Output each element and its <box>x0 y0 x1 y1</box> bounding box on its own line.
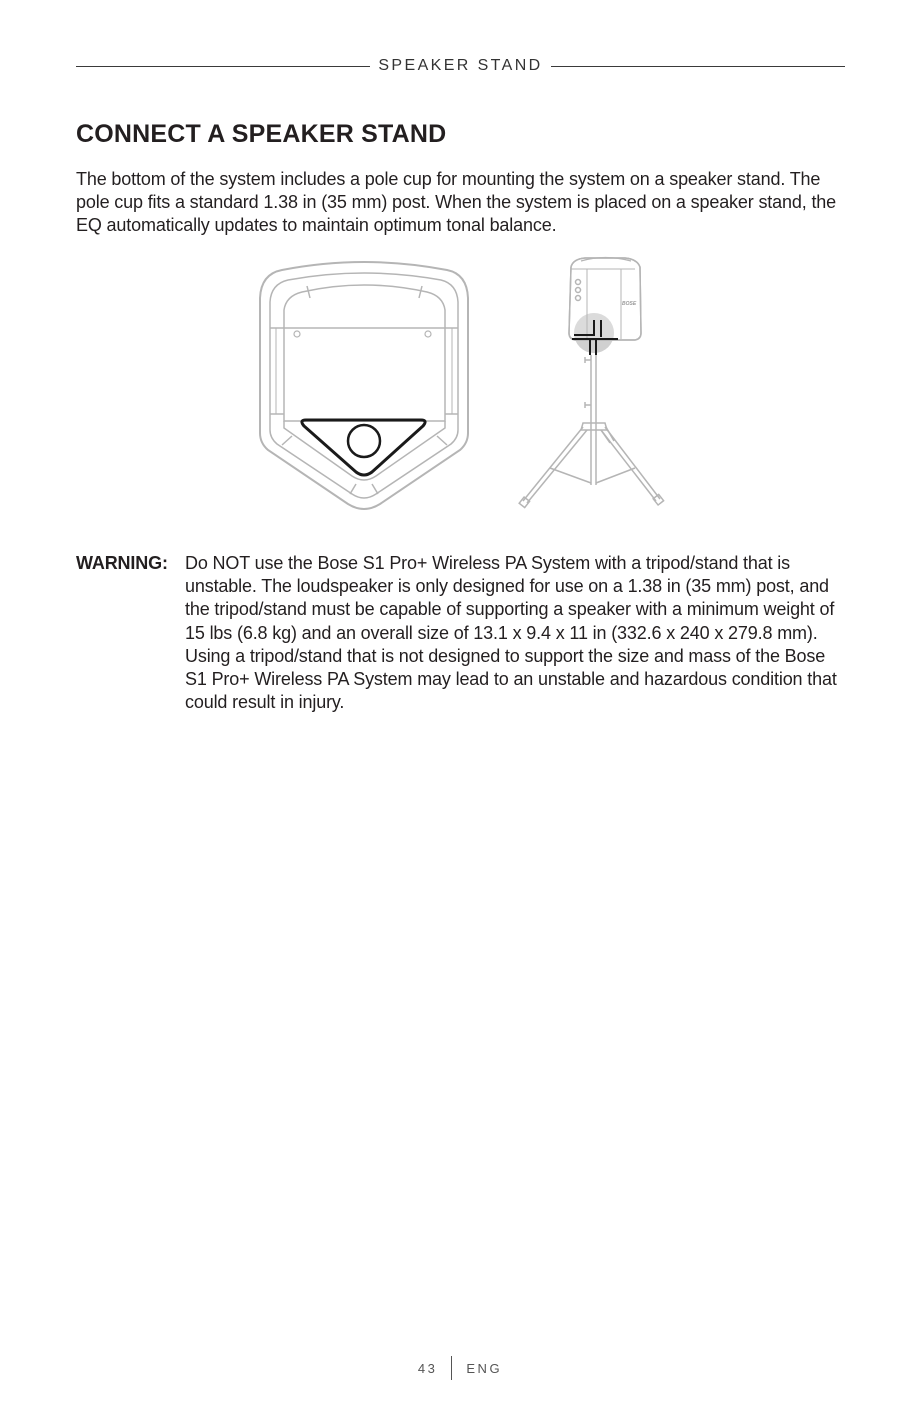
section-header <box>76 54 845 78</box>
header-rule-left <box>76 66 370 67</box>
footer-divider <box>451 1356 452 1380</box>
language-code: ENG <box>466 1360 503 1376</box>
speaker-on-tripod-stand-illustration <box>515 255 670 510</box>
warning-block <box>76 552 851 714</box>
header-rule-right <box>551 66 845 67</box>
page-title: CONNECT A SPEAKER STAND <box>76 120 447 148</box>
speaker-bottom-pole-cup-illustration <box>252 258 477 514</box>
page-number: 43 <box>417 1360 438 1376</box>
warning-text: Do NOT use the Bose S1 Pro+ Wireless PA System with a tripod/stand that is unstable. The loudspeaker is only designed for use on a 1.38 in (35 mm) post, and the tripod/stand must be capable of supporting a speaker with a minimum weight of 15 lbs (6.8 kg) and an overall size of 13.1 x 9.4 x 11 in (332.6 x 240 x 279.8 mm). Using a tripod/stand that is not designed to support the size and mass of the Bose S1 Pro+ Wireless PA System may lead to an unstable and hazardous condition that could result in injury. <box>185 553 837 713</box>
page-footer <box>0 1356 920 1380</box>
intro-paragraph: The bottom of the system includes a pole cup for mounting the system on a speaker stand. The pole cup fits a standard 1.38 in (35 mm) post. When the system is placed on a speaker stand, the EQ automatically updates to maintain optimum tonal balance. <box>76 169 837 235</box>
svg-text:BOSE: BOSE <box>622 301 637 307</box>
section-label: SPEAKER STAND <box>378 57 543 74</box>
warning-label: WARNING: <box>76 553 168 573</box>
